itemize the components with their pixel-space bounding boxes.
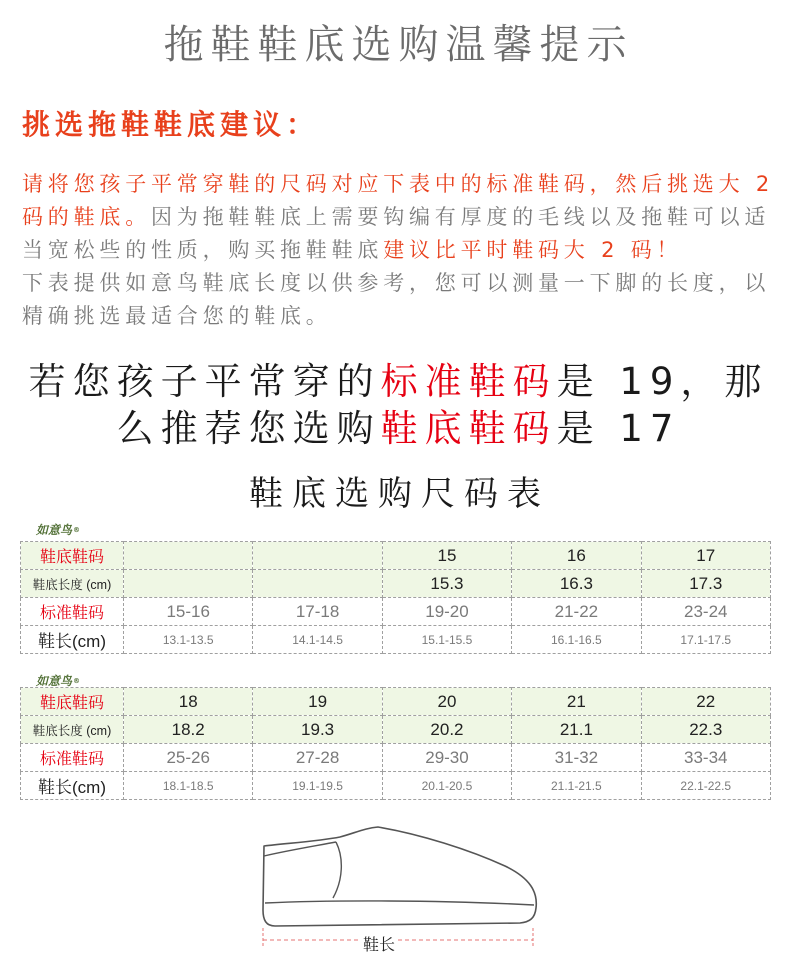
foot-length-cell: 19.1-19.5 (253, 772, 382, 800)
standard-size-cell: 19-20 (382, 598, 511, 626)
sole-size-cell: 20 (382, 688, 511, 716)
sole-size-cell: 19 (253, 688, 382, 716)
standard-size-cell: 21-22 (512, 598, 641, 626)
recommendation-text: 是 17 (556, 407, 681, 450)
registered-mark: ® (73, 526, 81, 534)
foot-length-label: 鞋长(cm) (21, 772, 124, 800)
foot-length-row (21, 626, 771, 654)
standard-size-cell: 33-34 (641, 744, 770, 772)
sole-length-cell: 15.3 (382, 570, 511, 598)
sole-size-label: 鞋底鞋码 (21, 542, 124, 570)
sole-length-cell (124, 570, 253, 598)
foot-length-cell: 21.1-21.5 (512, 772, 641, 800)
advice-highlight-text: 请将您孩子平常穿鞋的尺码对应下表中的标准鞋码，然后挑选大 2 (22, 172, 775, 196)
standard-size-cell: 25-26 (124, 744, 253, 772)
brand-logo-name: 如意鸟 (36, 523, 73, 537)
foot-length-row (21, 772, 771, 800)
standard-size-row (21, 598, 771, 626)
standard-size-row (21, 744, 771, 772)
recommendation-text: 么推荐您选购 (116, 407, 381, 450)
advice-text: 当宽松些的性质，购买拖鞋鞋底 (22, 238, 384, 262)
brand-logo (36, 674, 80, 688)
sole-length-label: 鞋底长度 (cm) (21, 570, 124, 598)
advice-highlight-text: 码的鞋底。 (22, 205, 151, 229)
standard-size-cell: 31-32 (512, 744, 641, 772)
brand-logo-name: 如意鸟 (36, 674, 73, 688)
sole-length-cell: 20.2 (382, 716, 511, 744)
size-table (20, 541, 771, 654)
sole-size-row (21, 688, 771, 716)
size-chart-title: 鞋底选购尺码表 (249, 474, 550, 514)
brand-logo (36, 523, 80, 537)
advice-highlight-text: 建议比平时鞋码大 2 码！ (383, 238, 683, 262)
standard-size-cell: 23-24 (641, 598, 770, 626)
advice-text: 因为拖鞋鞋底上需要钩编有厚度的毛线以及拖鞋可以适 (151, 205, 771, 229)
foot-length-cell: 15.1-15.5 (382, 626, 511, 654)
shoe-outline (263, 827, 536, 926)
standard-size-cell: 27-28 (253, 744, 382, 772)
recommendation-line (0, 358, 790, 405)
sole-length-label: 鞋底长度 (cm) (21, 716, 124, 744)
sole-length-cell (253, 570, 382, 598)
sole-size-cell (124, 542, 253, 570)
foot-length-cell: 16.1-16.5 (512, 626, 641, 654)
standard-size-cell: 17-18 (253, 598, 382, 626)
sole-size-cell: 22 (641, 688, 770, 716)
sole-size-label: 鞋底鞋码 (21, 688, 124, 716)
sole-size-cell: 16 (512, 542, 641, 570)
recommendation-highlight: 鞋底鞋码 (380, 407, 557, 450)
advice-line (22, 201, 788, 234)
size-table (20, 687, 771, 800)
sole-size-row (21, 542, 771, 570)
sole-size-cell: 15 (382, 542, 511, 570)
recommendation-text: 若您孩子平常穿的 (28, 360, 381, 403)
sole-size-cell: 18 (124, 688, 253, 716)
registered-mark: ® (73, 677, 81, 685)
foot-length-cell: 22.1-22.5 (641, 772, 770, 800)
recommendation-text: 是 19，那 (556, 360, 769, 403)
standard-size-label: 标准鞋码 (21, 598, 124, 626)
foot-length-cell: 14.1-14.5 (253, 626, 382, 654)
sole-size-cell (253, 542, 382, 570)
standard-size-cell: 15-16 (124, 598, 253, 626)
shoe-length-label: 鞋长 (362, 935, 395, 954)
sole-length-row (21, 716, 771, 744)
advice-heading: 挑选拖鞋鞋底建议： (22, 108, 320, 141)
sole-length-cell: 16.3 (512, 570, 641, 598)
sole-length-cell: 19.3 (253, 716, 382, 744)
foot-length-cell: 18.1-18.5 (124, 772, 253, 800)
sole-length-cell: 21.1 (512, 716, 641, 744)
recommendation-highlight: 标准鞋码 (380, 360, 557, 403)
shoe-sole-line (265, 901, 534, 905)
advice-line (22, 300, 788, 333)
shoe-heel-line (333, 842, 341, 898)
foot-length-label: 鞋长(cm) (21, 626, 124, 654)
sole-length-cell: 18.2 (124, 716, 253, 744)
sole-length-row (21, 570, 771, 598)
advice-line (22, 267, 788, 300)
advice-paragraph (22, 168, 788, 333)
foot-length-cell: 20.1-20.5 (382, 772, 511, 800)
sole-length-cell: 22.3 (641, 716, 770, 744)
sole-size-cell: 21 (512, 688, 641, 716)
recommendation-line (0, 405, 790, 452)
advice-text: 精确挑选最适合您的鞋底。 (22, 304, 332, 328)
standard-size-cell: 29-30 (382, 744, 511, 772)
advice-text: 下表提供如意鸟鞋底长度以供参考，您可以测量一下脚的长度，以 (22, 271, 771, 295)
standard-size-label: 标准鞋码 (21, 744, 124, 772)
advice-line (22, 234, 788, 267)
advice-line (22, 168, 788, 201)
sole-length-cell: 17.3 (641, 570, 770, 598)
foot-length-cell: 17.1-17.5 (641, 626, 770, 654)
page-title: 拖鞋鞋底选购温馨提示 (163, 22, 634, 68)
sole-size-cell: 17 (641, 542, 770, 570)
foot-length-cell: 13.1-13.5 (124, 626, 253, 654)
